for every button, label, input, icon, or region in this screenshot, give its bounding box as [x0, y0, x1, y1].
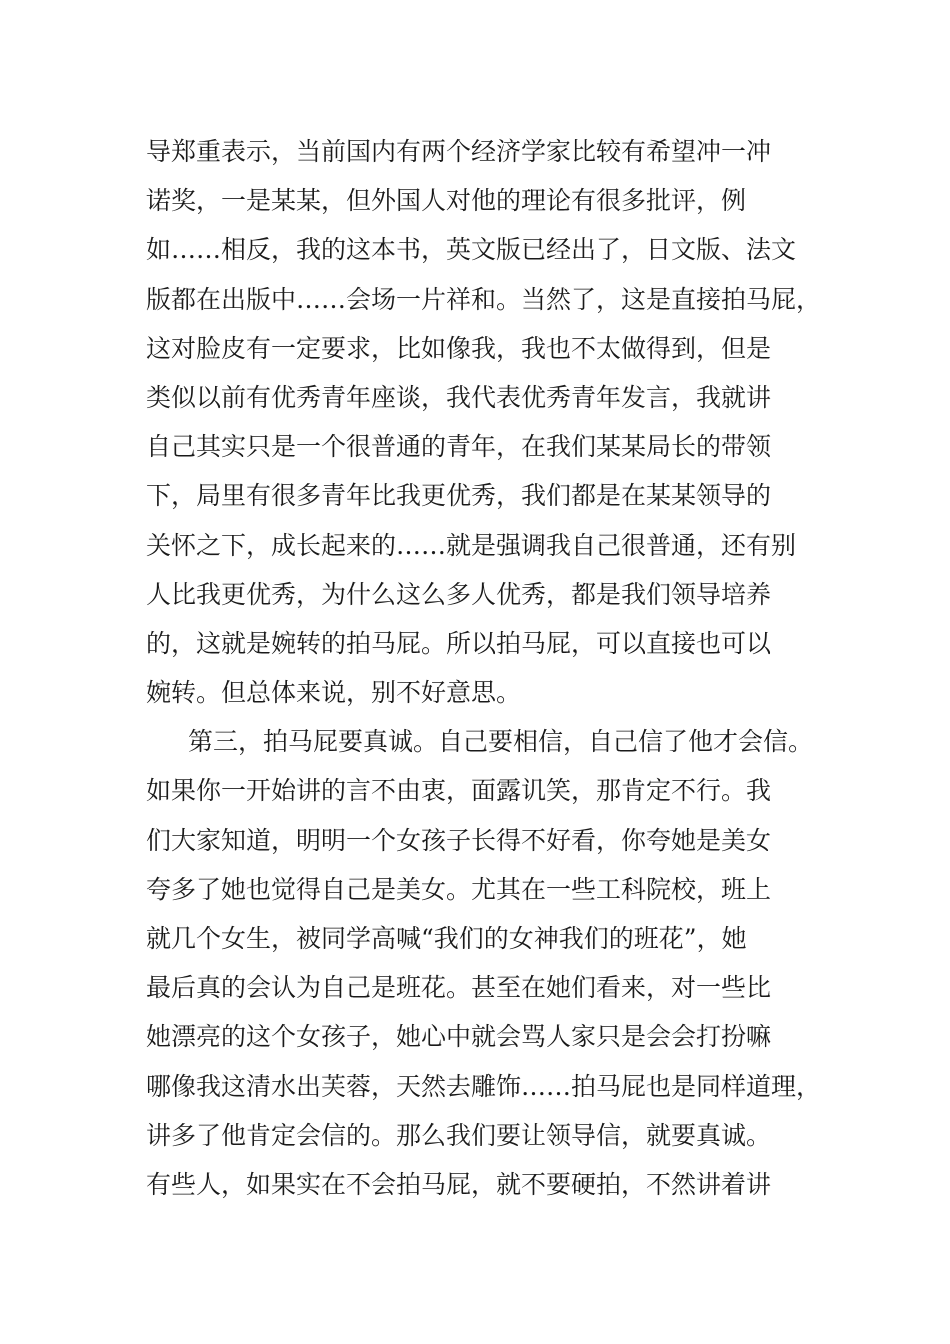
text-line: 婉转。但总体来说，别不好意思。 [146, 678, 522, 708]
text-line: 有些人，如果实在不会拍马屁，就不要硬拍，不然讲着讲 [146, 1169, 772, 1199]
text-line: 这对脸皮有一定要求，比如像我，我也不太做得到，但是 [146, 333, 772, 363]
text-line: 下，局里有很多青年比我更优秀，我们都是在某某领导的 [146, 481, 772, 511]
text-line: 就几个女生，被同学高喊“我们的女神我们的班花”，她 [146, 924, 747, 953]
text-line: 如果你一开始讲的言不由衷，面露讥笑，那肯定不行。我 [146, 776, 772, 806]
text-line: 夸多了她也觉得自己是美女。尤其在一些工科院校，班上 [146, 874, 772, 904]
paragraph-start-line: 第三，拍马屁要真诚。自己要相信，自己信了他才会信。 [188, 727, 814, 757]
text-line: 哪像我这清水出芙蓉，天然去雕饰……拍马屁也是同样道理， [146, 1071, 822, 1101]
text-line: 版都在出版中……会场一片祥和。当然了，这是直接拍马屁， [146, 284, 822, 314]
text-line: 她漂亮的这个女孩子，她心中就会骂人家只是会会打扮嘛 [146, 1022, 772, 1052]
text-line: 导郑重表示，当前国内有两个经济学家比较有希望冲一冲 [146, 137, 772, 166]
body-text [146, 127, 826, 1209]
text-line: 如……相反，我的这本书，英文版已经出了，日文版、法文 [146, 235, 797, 265]
text-line: 诺奖，一是某某，但外国人对他的理论有很多批评，例 [146, 186, 747, 216]
text-line: 最后真的会认为自己是班花。甚至在她们看来，对一些比 [146, 973, 772, 1003]
text-line: 们大家知道，明明一个女孩子长得不好看，你夸她是美女 [146, 825, 772, 855]
text-line: 讲多了他肯定会信的。那么我们要让领导信，就要真诚。 [146, 1120, 772, 1150]
text-line: 类似以前有优秀青年座谈，我代表优秀青年发言，我就讲 [146, 382, 772, 412]
text-line: 的，这就是婉转的拍马屁。所以拍马屁，可以直接也可以 [146, 628, 772, 658]
text-line: 人比我更优秀，为什么这么多人优秀，都是我们领导培养 [146, 579, 772, 609]
text-line: 自己其实只是一个很普通的青年，在我们某某局长的带领 [146, 432, 772, 462]
text-line: 关怀之下，成长起来的……就是强调我自己很普通，还有别 [146, 530, 797, 560]
